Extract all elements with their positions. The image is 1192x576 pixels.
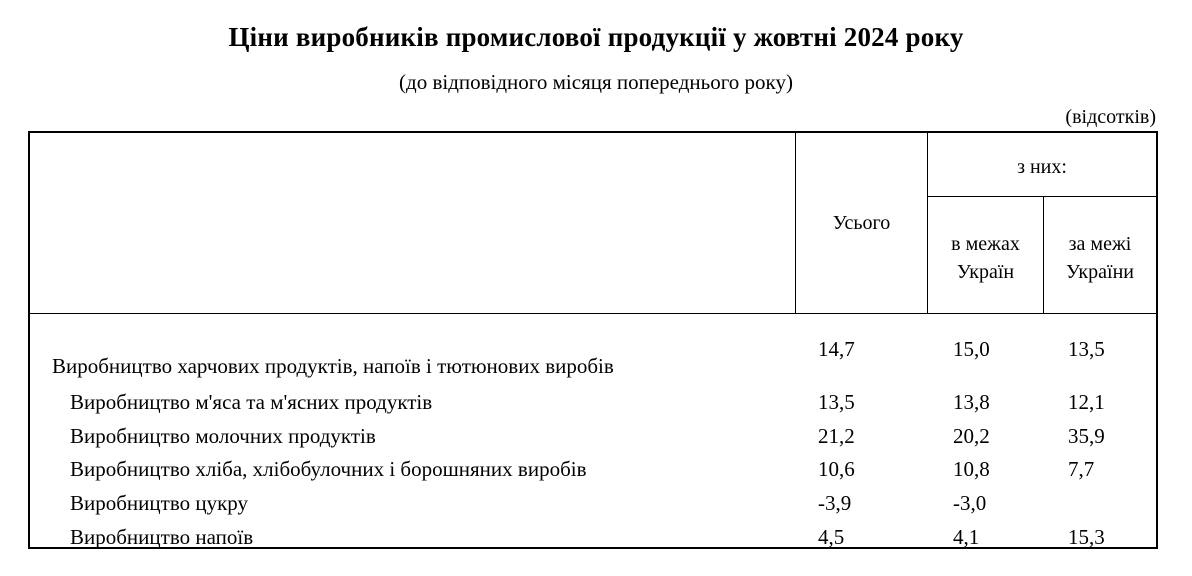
header-of-which: з них: (1017, 156, 1067, 178)
row-label-food-beverages-tobacco: Виробництво харчових продуктів, напоїв і тютюнових виробів (52, 354, 614, 378)
row-4-total: -3,9 (818, 491, 852, 515)
row-5-export: 15,3 (1068, 525, 1105, 549)
row-1-export: 12,1 (1068, 390, 1105, 414)
header-domestic-line1: в межах (951, 233, 1020, 255)
row-label-dairy: Виробництво молочних продуктів (70, 424, 376, 448)
row-0-domestic: 15,0 (953, 337, 990, 361)
header-domestic (928, 230, 1043, 286)
row-label-sugar: Виробництво цукру (70, 491, 249, 515)
row-1-domestic: 13,8 (953, 390, 990, 414)
page-subtitle: (до відповідного місяця попереднього року) (399, 70, 793, 94)
subheader-line (927, 196, 1156, 197)
header-domestic-line2: Україн (956, 261, 1015, 283)
row-5-total: 4,5 (818, 525, 845, 549)
row-label-bakery: Виробництво хліба, хлібобулочних і борошняних виробів (70, 457, 587, 481)
header-total: Усього (832, 212, 891, 234)
row-label-beverages: Виробництво напоїв (70, 525, 254, 549)
header-bottom-line (30, 313, 1156, 314)
row-2-export: 35,9 (1068, 424, 1105, 448)
row-3-export: 7,7 (1068, 457, 1095, 481)
header-export-line1: за межі (1068, 233, 1132, 255)
header-export-line2: України (1066, 261, 1134, 283)
units-label: (відсотків) (1065, 106, 1156, 128)
row-1-total: 13,5 (818, 390, 855, 414)
page-title: Ціни виробників промислової продукції у жовтні 2024 року (228, 22, 964, 52)
row-label-meat: Виробництво м'яса та м'ясних продуктів (70, 390, 433, 414)
row-0-export: 13,5 (1068, 337, 1105, 361)
row-3-total: 10,6 (818, 457, 855, 481)
price-table (28, 131, 1158, 549)
row-3-domestic: 10,8 (953, 457, 990, 481)
row-2-total: 21,2 (818, 424, 855, 448)
row-2-domestic: 20,2 (953, 424, 990, 448)
row-4-domestic: -3,0 (953, 491, 987, 515)
row-5-domestic: 4,1 (953, 525, 980, 549)
header-export (1044, 230, 1156, 286)
row-0-total: 14,7 (818, 337, 855, 361)
